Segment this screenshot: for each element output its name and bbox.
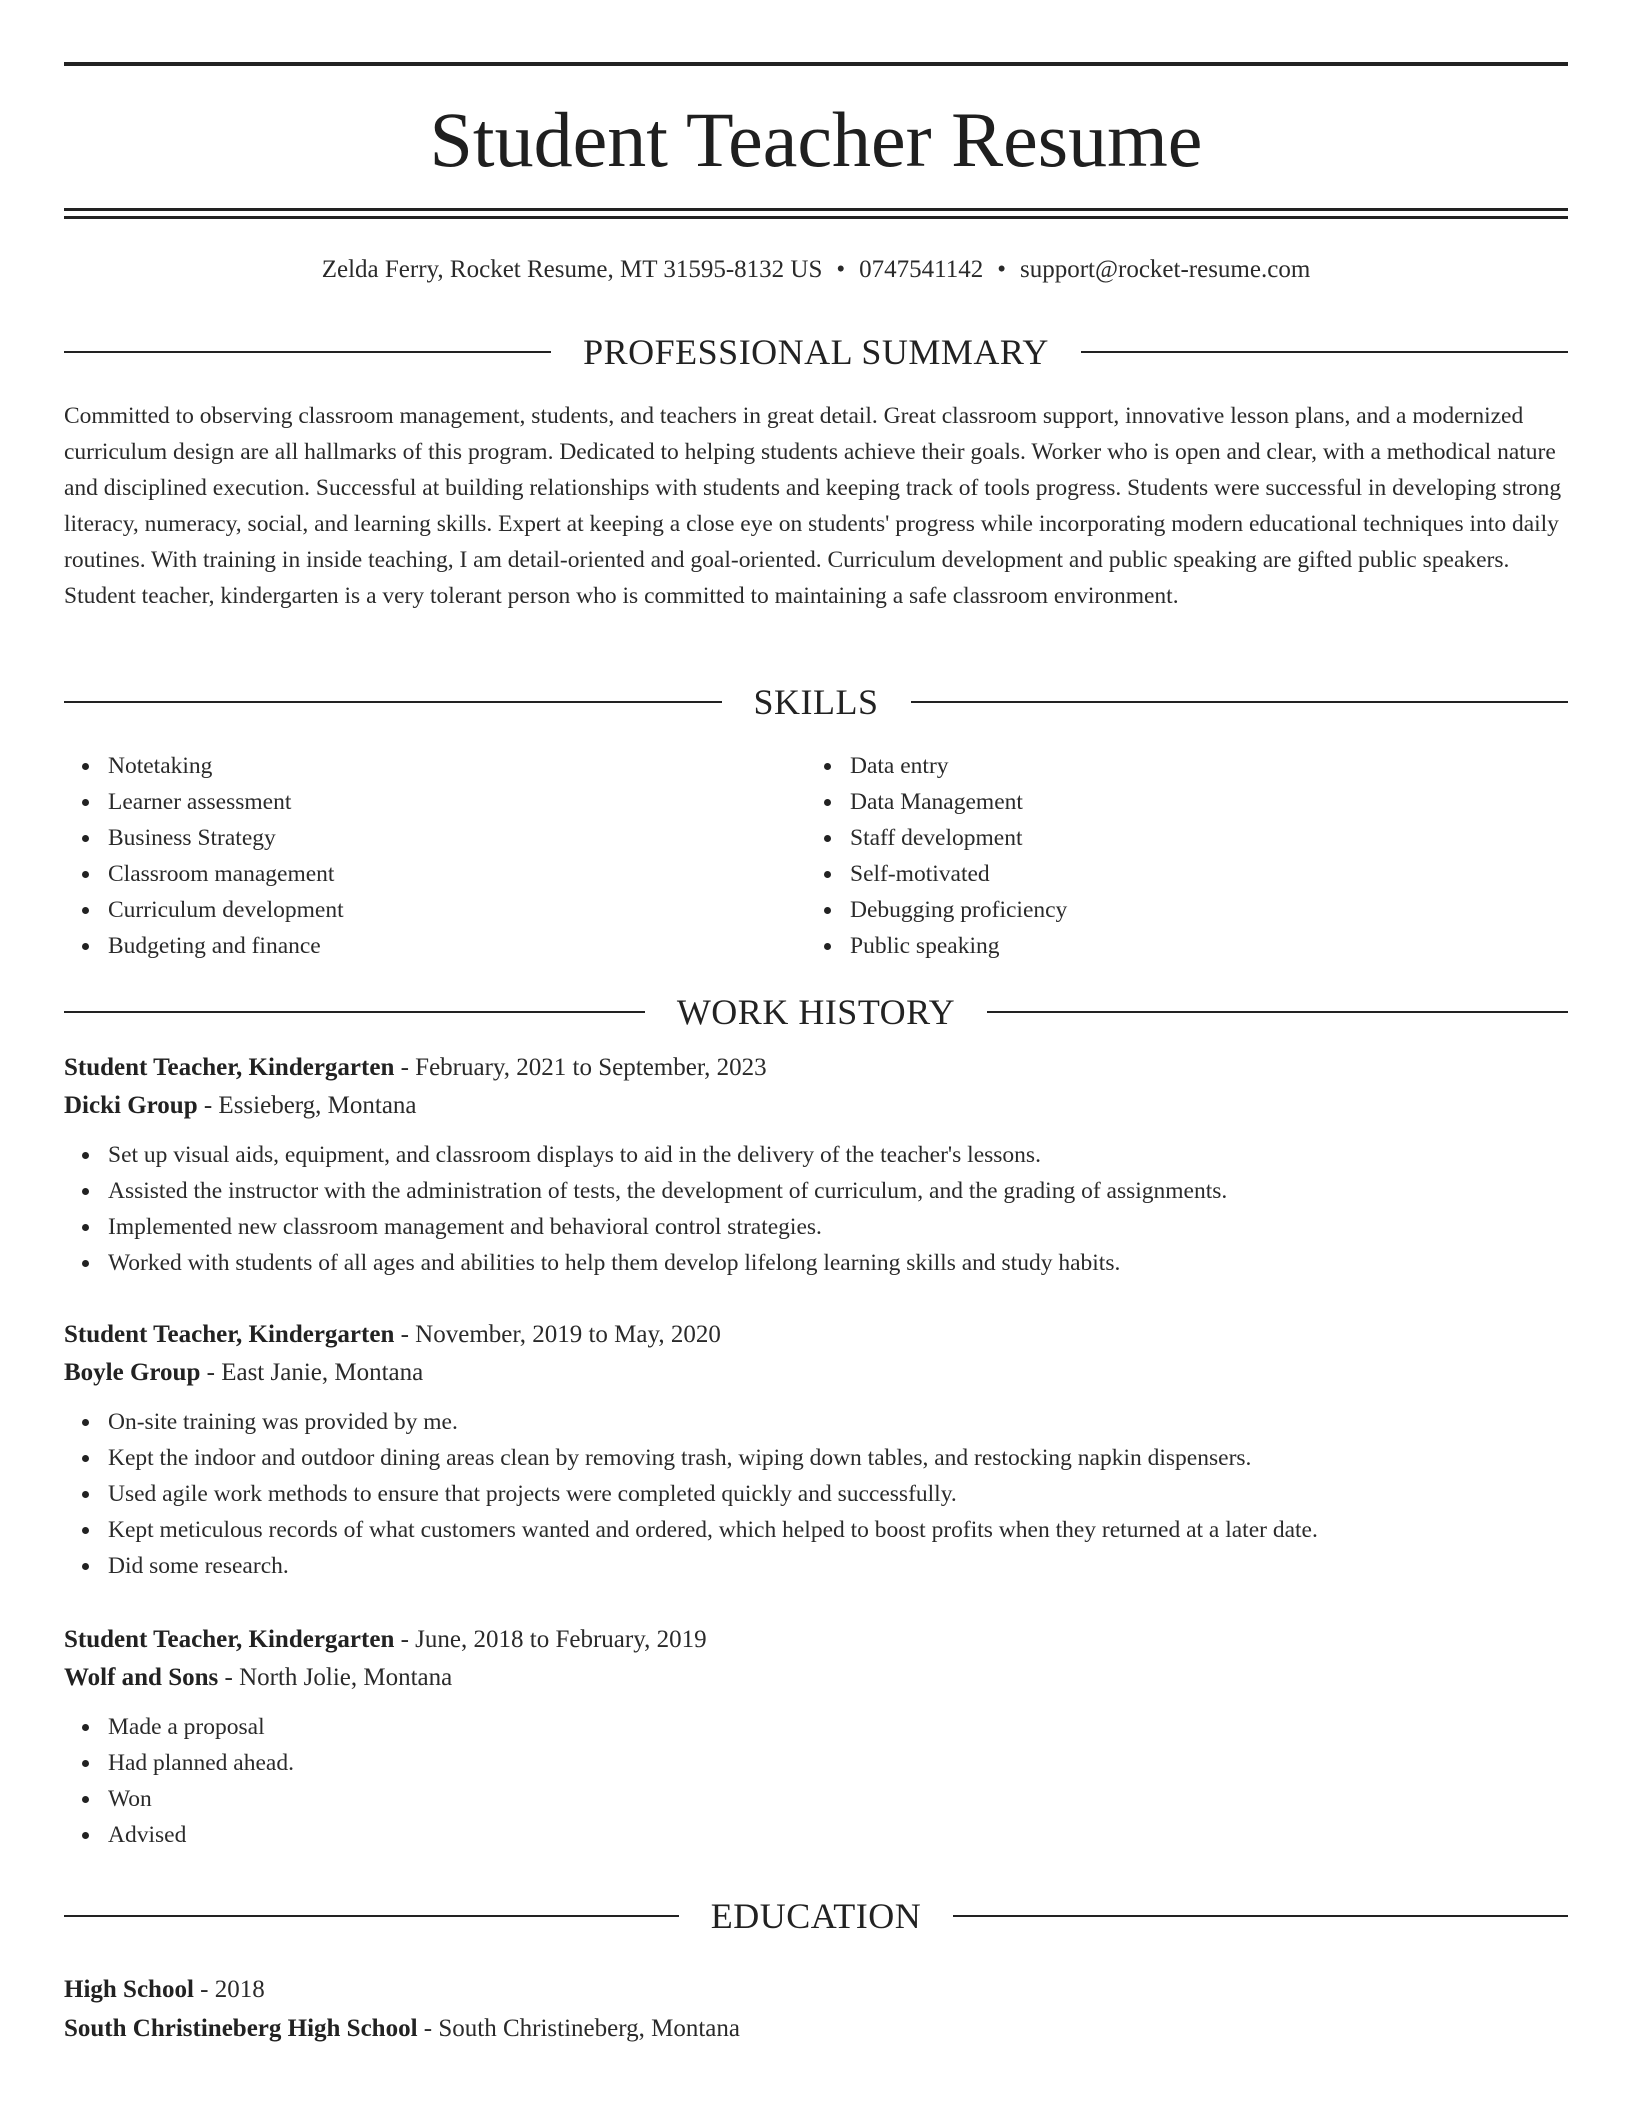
skill-item: Public speaking: [850, 928, 1548, 964]
education-entry: [64, 1970, 1568, 2048]
job-entry: [64, 1621, 1568, 1853]
skill-item: Self-motivated: [850, 856, 1548, 892]
top-rule: [64, 62, 1568, 66]
job-title-line: [64, 1621, 1568, 1659]
skill-item: Classroom management: [108, 856, 806, 892]
section-title: WORK HISTORY: [676, 992, 956, 1032]
skill-item: Data Management: [850, 784, 1548, 820]
duty-item: Set up visual aids, equipment, and classroom displays to aid in the delivery of the teacher's lessons.: [108, 1137, 1568, 1173]
job-company: Boyle Group: [64, 1359, 201, 1386]
job-location: - East Janie, Montana: [200, 1359, 424, 1386]
skills-column-right: [806, 748, 1548, 964]
job-title-line: [64, 1049, 1568, 1087]
summary-heading: [64, 330, 1568, 374]
job-title: Student Teacher, Kindergarten: [64, 1054, 395, 1081]
job-dates: - November, 2019 to May, 2020: [394, 1321, 721, 1348]
duty-item: Won: [108, 1781, 1568, 1817]
skill-item: Curriculum development: [108, 892, 806, 928]
skills-column-left: [64, 748, 806, 964]
contact-phone: 0747541142: [859, 256, 984, 283]
education-degree-line: [64, 1970, 1568, 2009]
duty-item: Kept meticulous records of what customers wanted and ordered, which helped to boost profits when they returned at a later date.: [108, 1512, 1568, 1548]
duty-item: Assisted the instructor with the administration of tests, the development of curriculum, and the grading of assignments.: [108, 1173, 1568, 1209]
job-duties: [64, 1709, 1568, 1853]
divider-line: [64, 1011, 645, 1013]
section-title: PROFESSIONAL SUMMARY: [583, 332, 1049, 372]
divider-line: [64, 701, 722, 703]
summary-text: Committed to observing classroom management, students, and teachers in great detail. Great classroom support, innovative lesson plans, and a modernized curriculum design are all hallmarks of this program. Dedicated to helping students achieve their goals. Worker who is open and clear, with a methodical nature and disciplined execution. Successful at building relationships with students and keeping track of tools progress. Students were successful in developing strong literacy, numeracy, social, and learning skills. Expert at keeping a close eye on students' progress while incorporating modern educational techniques into daily routines. With training in inside teaching, I am detail-oriented and goal-oriented. Curriculum development and public speaking are gifted public speakers. Student teacher, kindergarten is a very tolerant person who is committed to maintaining a safe classroom environment.: [64, 403, 1562, 609]
title-rule-lower: [64, 216, 1568, 219]
divider-line: [64, 351, 551, 353]
duty-item: Implemented new classroom management and behavioral control strategies.: [108, 1209, 1568, 1245]
job-dates: - June, 2018 to February, 2019: [394, 1626, 707, 1653]
skill-item: Budgeting and finance: [108, 928, 806, 964]
skill-item: Business Strategy: [108, 820, 806, 856]
skills-heading: [64, 680, 1568, 724]
work-history-heading: [64, 990, 1568, 1034]
section-title: SKILLS: [753, 682, 879, 722]
divider-line: [987, 1011, 1568, 1013]
job-title: Student Teacher, Kindergarten: [64, 1626, 395, 1653]
skill-item: Debugging proficiency: [850, 892, 1548, 928]
job-company: Wolf and Sons: [64, 1664, 219, 1691]
job-company-line: [64, 1659, 1568, 1697]
skill-item: Notetaking: [108, 748, 806, 784]
job-company-line: [64, 1354, 1568, 1392]
contact-email: support@rocket-resume.com: [1019, 256, 1311, 283]
duty-item: Worked with students of all ages and abilities to help them develop lifelong learning skills and study habits.: [108, 1245, 1568, 1281]
contact-address: Zelda Ferry, Rocket Resume, MT 31595-8132 US: [321, 256, 823, 283]
job-entry: [64, 1316, 1568, 1584]
job-title: Student Teacher, Kindergarten: [64, 1321, 395, 1348]
education-heading: [64, 1894, 1568, 1938]
job-company-line: [64, 1087, 1568, 1125]
divider-line: [64, 1915, 679, 1917]
duty-item: Advised: [108, 1817, 1568, 1853]
divider-line: [911, 701, 1569, 703]
page-title: Student Teacher Resume: [429, 96, 1203, 183]
education-school-line: [64, 2009, 1568, 2048]
contact-separator: •: [997, 256, 1006, 283]
skill-item: Data entry: [850, 748, 1548, 784]
job-duties: [64, 1404, 1568, 1584]
divider-line: [1081, 351, 1568, 353]
education-school: South Christineberg High School: [64, 2015, 418, 2042]
education-location: - South Christineberg, Montana: [417, 2015, 740, 2042]
job-title-line: [64, 1316, 1568, 1354]
job-location: - Essieberg, Montana: [197, 1092, 417, 1119]
job-dates: - February, 2021 to September, 2023: [394, 1054, 767, 1081]
contact-line: [64, 254, 1568, 286]
duty-item: On-site training was provided by me.: [108, 1404, 1568, 1440]
job-location: - North Jolie, Montana: [218, 1664, 453, 1691]
job-entry: [64, 1049, 1568, 1281]
education-year: - 2018: [193, 1976, 265, 2003]
duty-item: Made a proposal: [108, 1709, 1568, 1745]
duty-item: Kept the indoor and outdoor dining areas clean by removing trash, wiping down tables, and restocking napkin dispensers.: [108, 1440, 1568, 1476]
duty-item: Had planned ahead.: [108, 1745, 1568, 1781]
divider-line: [953, 1915, 1568, 1917]
title-rule-upper: [64, 208, 1568, 211]
skills-list: [64, 748, 1568, 964]
section-title: EDUCATION: [710, 1896, 922, 1936]
contact-separator: •: [836, 256, 846, 283]
duty-item: Used agile work methods to ensure that projects were completed quickly and successfully.: [108, 1476, 1568, 1512]
skill-item: Learner assessment: [108, 784, 806, 820]
education-degree: High School: [64, 1976, 194, 2003]
skill-item: Staff development: [850, 820, 1548, 856]
job-company: Dicki Group: [64, 1092, 198, 1119]
job-duties: [64, 1137, 1568, 1281]
duty-item: Did some research.: [108, 1548, 1568, 1584]
